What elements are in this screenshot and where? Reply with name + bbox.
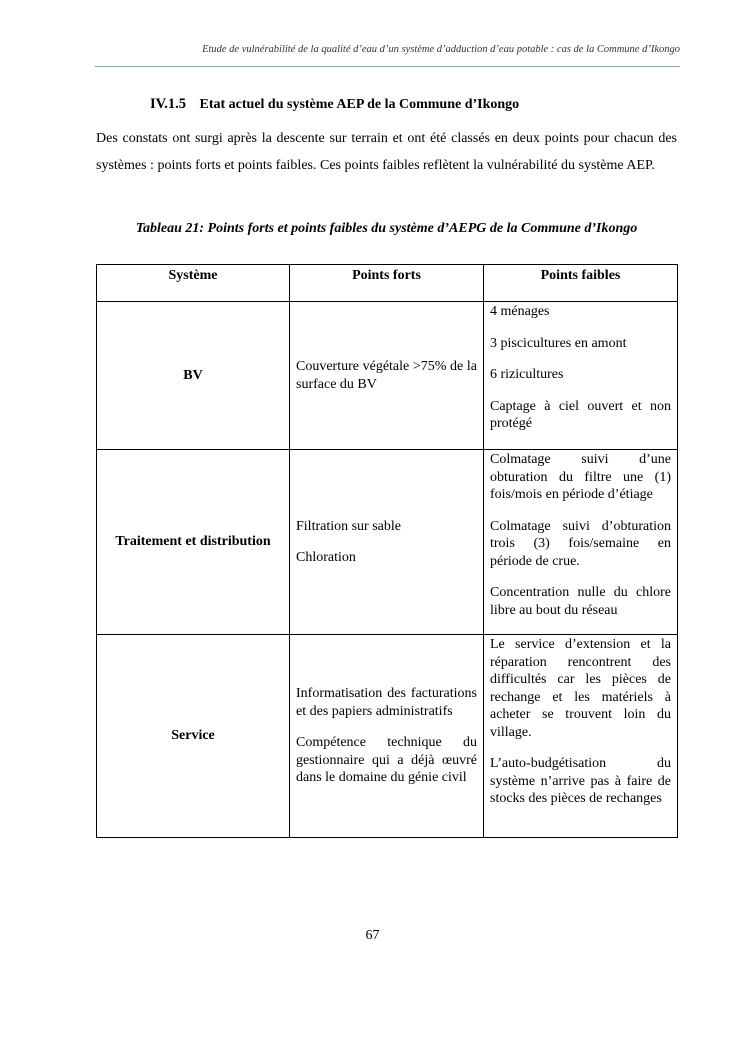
section-heading	[150, 96, 519, 113]
forts-item: Informatisation des facturations et des papiers administratifs	[296, 686, 477, 719]
forts-cell	[290, 302, 484, 450]
points-table	[96, 264, 678, 838]
section-title: Etat actuel du système AEP de la Commune d’Ikongo	[199, 97, 520, 112]
faibles-cell	[484, 450, 678, 635]
system-cell: Traitement et distribution	[97, 450, 290, 635]
forts-item: Compétence technique du gestionnaire qui a déjà œuvré dans le domaine du génie civil	[296, 735, 477, 786]
forts-cell	[290, 450, 484, 635]
faibles-cell	[484, 635, 678, 838]
forts-cell	[290, 635, 484, 838]
page-number: 67	[365, 928, 380, 943]
header-points-faibles: Points faibles	[484, 265, 678, 302]
faibles-item: Captage à ciel ouvert et non protégé	[490, 398, 671, 431]
forts-item: Couverture végétale >75% de la surface du BV	[296, 359, 477, 392]
faibles-item: L’auto-budgétisation du système n’arrive pas à faire de stocks des pièces de rechanges	[490, 756, 671, 806]
faibles-item: Le service d’extension et la réparation rencontrent des difficultés car les pièces de rechange et les matériels à acheter se trouvent loin du village.	[490, 637, 671, 740]
table-caption: Tableau 21: Points forts et points faibles du système d’AEPG de la Commune d’Ikongo	[135, 221, 638, 236]
header-rule	[95, 66, 680, 67]
faibles-item: Concentration nulle du chlore libre au bout du réseau	[490, 585, 671, 618]
header-systeme: Système	[97, 265, 290, 302]
faibles-item: 4 ménages	[490, 304, 550, 319]
faibles-cell	[484, 302, 678, 450]
running-header: Etude de vulnérabilité de la qualité d’eau d’un système d’adduction d’eau potable : cas de la Commune d’Ikongo	[202, 44, 680, 55]
intro-paragraph: Des constats ont surgi après la descente sur terrain et ont été classés en deux points pour chacun des systèmes : points forts et points faibles. Ces points faibles reflètent la vulnérabilité du système AEP.	[96, 131, 677, 173]
table-row	[97, 635, 678, 838]
faibles-item: Colmatage suivi d’une obturation du filtre une (1) fois/mois en période d’étiage	[490, 452, 671, 502]
forts-item: Chloration	[296, 550, 356, 565]
system-cell: BV	[97, 302, 290, 450]
section-number: IV.1.5	[150, 96, 186, 112]
table-row	[97, 302, 678, 450]
faibles-item: 3 piscicultures en amont	[490, 335, 627, 351]
forts-item: Filtration sur sable	[296, 518, 401, 534]
faibles-item: Colmatage suivi d’obturation trois (3) fois/semaine en période de crue.	[490, 518, 671, 569]
system-cell: Service	[97, 635, 290, 838]
faibles-item: 6 rizicultures	[490, 367, 564, 382]
table-row	[97, 450, 678, 635]
table-header-row	[97, 265, 678, 302]
header-points-forts: Points forts	[290, 265, 484, 302]
